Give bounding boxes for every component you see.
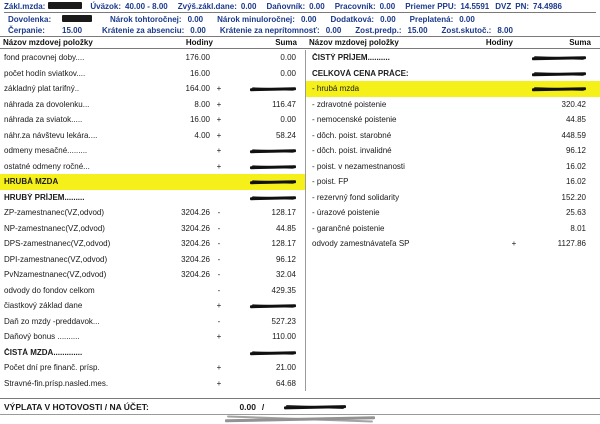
col-header-left-name: Názov mzdovej položky	[3, 38, 93, 47]
redacted-amount	[250, 163, 296, 171]
holiday-label: Dovolenka:	[8, 15, 52, 24]
base-salary-label: Zákl.mzda:	[4, 2, 46, 11]
additional-value: 0.00	[380, 15, 396, 24]
payout-cash-value: 0.00	[239, 401, 256, 412]
table-row[interactable]	[0, 190, 305, 206]
drawing-label: Čerpanie:	[8, 26, 45, 35]
payslip-header	[0, 0, 600, 35]
table-row[interactable]	[306, 174, 600, 190]
col-header-right-name: Názov mzdovej položky	[309, 38, 399, 47]
table-row[interactable]	[0, 159, 305, 175]
row-label: - hrubá mzda	[312, 84, 360, 94]
row-sum: 110.00	[272, 332, 296, 342]
row-label: odvody do fondov celkom	[4, 285, 95, 295]
row-label: HRUBÁ MZDA	[4, 177, 59, 187]
pn-value: 74.4986	[533, 2, 562, 11]
average-ppu-label: Priemer PPU:	[405, 2, 457, 11]
taxpayer-value: 0.00	[309, 2, 325, 11]
row-sum	[520, 69, 594, 78]
table-row[interactable]	[0, 252, 305, 268]
row-sign: +	[216, 378, 222, 388]
table-row[interactable]	[306, 143, 600, 159]
row-sign: -	[217, 223, 221, 233]
table-row[interactable]	[0, 112, 305, 128]
redacted-amount	[250, 85, 296, 93]
row-sign: -	[217, 270, 221, 280]
row-sum: 0.00	[280, 68, 296, 78]
col-header-left-sum: Suma	[275, 38, 297, 47]
row-sum: 527.23	[271, 316, 296, 326]
table-row[interactable]	[0, 66, 305, 82]
row-sign: +	[216, 301, 222, 311]
dvz-label: DVZ	[495, 2, 512, 11]
row-label: - garančné poistenie	[312, 223, 385, 233]
row-sign: +	[216, 130, 222, 140]
table-row[interactable]	[306, 81, 600, 97]
table-row[interactable]	[0, 345, 305, 361]
table-row[interactable]	[0, 376, 305, 392]
row-sum: 1127.86	[557, 239, 586, 249]
absence-reduction-label: Krátenie za absenciu:	[102, 26, 185, 35]
row-label: Daňový bonus ..........	[4, 332, 80, 342]
row-sum: 0.00	[280, 53, 296, 63]
row-sign: -	[217, 239, 221, 249]
row-label: CELKOVÁ CENA PRÁCE:	[312, 68, 409, 78]
row-sign: -	[217, 254, 221, 264]
col-header-left-hours: Hodiny	[185, 38, 213, 47]
table-row[interactable]	[0, 97, 305, 113]
row-sign: +	[511, 239, 517, 249]
row-label: Stravné-fin.prísp.nasled.mes.	[4, 378, 109, 388]
row-sum	[224, 348, 302, 357]
row-sign: +	[216, 146, 222, 156]
row-sum: 44.85	[275, 223, 296, 233]
redacted-amount	[250, 302, 296, 310]
taxpayer-label: Daňovník:	[266, 2, 306, 11]
table-row[interactable]	[306, 128, 600, 144]
row-label: - dôch. poist. invalidné	[312, 146, 392, 156]
row-hours: 4.00	[194, 130, 210, 140]
absence-reduction-value: 0.00	[190, 26, 206, 35]
workload-label: Úväzok:	[90, 2, 122, 11]
col-header-right-sum: Suma	[569, 38, 591, 47]
table-row[interactable]	[0, 81, 305, 97]
row-label: počet hodín sviatkov....	[4, 68, 86, 78]
payout-row	[0, 399, 600, 414]
redacted-amount	[250, 349, 296, 357]
payslip-body	[0, 49, 600, 391]
row-sum: 8.01	[570, 223, 586, 233]
table-row[interactable]	[306, 221, 600, 237]
paid-out-value: 0.00	[459, 15, 475, 24]
row-hours: 3204.26	[181, 254, 210, 264]
row-label: ostatné odmeny ročné...	[4, 161, 90, 171]
row-sum: 152.20	[561, 192, 586, 202]
row-sum	[224, 193, 302, 202]
row-sum: 128.17	[271, 239, 296, 249]
table-row[interactable]	[0, 283, 305, 299]
row-sum: 128.17	[271, 208, 296, 218]
row-sum	[520, 84, 594, 93]
row-hours: 16.00	[189, 115, 210, 125]
redacted-amount	[250, 178, 296, 186]
row-sign: -	[217, 285, 221, 295]
row-sign: +	[216, 84, 222, 94]
header-line-1	[4, 1, 596, 11]
table-row[interactable]	[0, 205, 305, 221]
row-label: - úrazové poistenie	[312, 208, 380, 218]
entitlement-previous-label: Nárok minuloročnej:	[217, 15, 295, 24]
row-label: ČISTÝ PRÍJEM..........	[312, 53, 390, 63]
table-row[interactable]	[0, 143, 305, 159]
table-row[interactable]	[306, 50, 600, 66]
row-label: náhrada za sviatok.....	[4, 115, 83, 125]
row-sign: +	[216, 363, 222, 373]
row-label: ZP-zamestnanec(VZ,odvod)	[4, 208, 105, 218]
row-sum: 25.63	[565, 208, 586, 218]
right-items-column	[306, 50, 600, 391]
redacted-amount	[532, 70, 586, 78]
average-ppu-value: 14.5591	[460, 2, 490, 11]
table-column-headers	[0, 36, 600, 49]
table-row[interactable]	[306, 236, 600, 252]
row-label: PvNzamestnanec(VZ,odvod)	[4, 270, 107, 280]
row-hours: 3204.26	[181, 270, 210, 280]
row-hours: 3204.26	[181, 208, 210, 218]
row-sign: -	[217, 316, 221, 326]
row-sign: +	[216, 332, 222, 342]
table-row[interactable]	[306, 97, 600, 113]
row-hours: 164.00	[185, 84, 210, 94]
row-sum: 21.00	[275, 363, 296, 373]
row-label: - dôch. poist. starobné	[312, 130, 392, 140]
tax-increase-value: 0.00	[240, 2, 257, 11]
table-row[interactable]	[306, 112, 600, 128]
remaining-actual-value: 8.00	[497, 26, 513, 35]
row-sum	[224, 162, 302, 171]
row-sign: +	[216, 115, 222, 125]
row-label: odvody zamestnávateľa SP	[312, 239, 410, 249]
additional-label: Dodatková:	[330, 15, 375, 24]
drawing-value: 15.00	[62, 26, 83, 35]
row-hours: 8.00	[194, 99, 210, 109]
row-label: NP-zamestnanec(VZ,odvod)	[4, 223, 105, 233]
row-sum: 116.47	[272, 99, 296, 109]
row-label: - zdravotné poistenie	[312, 99, 387, 109]
table-row[interactable]	[0, 267, 305, 283]
base-salary-redacted	[48, 2, 82, 9]
row-sum	[224, 177, 302, 186]
remaining-planned-value: 15.00	[407, 26, 428, 35]
redacted-amount	[250, 147, 296, 155]
row-sum: 320.42	[561, 99, 586, 109]
row-sum	[224, 84, 302, 93]
footer-note-redacted	[225, 416, 375, 421]
row-sum	[520, 53, 594, 62]
row-label: - poist. FP	[312, 177, 349, 187]
entitlement-current-value: 0.00	[187, 15, 204, 24]
row-sum: 58.24	[275, 130, 296, 140]
row-sign: -	[217, 208, 221, 218]
col-header-right-hours: Hodiny	[485, 38, 513, 47]
remaining-actual-label: Zost.skutoč.:	[441, 26, 492, 35]
row-sign: +	[216, 161, 222, 171]
row-sum: 0.00	[280, 115, 296, 125]
tax-increase-label: Zvýš.zákl.dane:	[177, 2, 237, 11]
row-sum: 429.35	[271, 285, 296, 295]
row-label: ČISTÁ MZDA.............	[4, 347, 83, 357]
table-row[interactable]	[0, 329, 305, 345]
left-items-column	[0, 50, 306, 391]
row-label: základný plat tarifný..	[4, 84, 80, 94]
table-row[interactable]	[306, 190, 600, 206]
nonattendance-reduction-value: 0.00	[325, 26, 342, 35]
row-sum: 16.02	[565, 177, 586, 187]
row-sum: 448.59	[561, 130, 586, 140]
row-label: Daň zo mzdy -preddavok...	[4, 316, 100, 326]
footer-note	[0, 414, 600, 424]
row-label: náhr.za návštevu lekára....	[4, 130, 98, 140]
redacted-amount	[532, 85, 586, 93]
entitlement-current-label: Nárok tohtoročnej:	[110, 15, 182, 24]
row-sign: +	[216, 99, 222, 109]
table-row[interactable]	[0, 236, 305, 252]
payslip-footer	[0, 398, 600, 424]
paid-out-label: Preplatená:	[409, 15, 454, 24]
table-row[interactable]	[306, 66, 600, 82]
table-row[interactable]	[0, 50, 305, 66]
row-label: - nemocenské poistenie	[312, 115, 397, 125]
row-label: fond pracovnej doby....	[4, 53, 85, 63]
row-hours: 16.00	[189, 68, 210, 78]
row-label: čiastkový základ dane	[4, 301, 83, 311]
nonattendance-reduction-label: Krátenie za neprítomnosť:	[219, 26, 320, 35]
worker-value: 0.00	[379, 2, 396, 11]
row-hours: 3204.26	[181, 239, 210, 249]
workload-value: 40.00 - 8.00	[125, 2, 168, 11]
holiday-redacted	[62, 15, 92, 22]
row-label: odmeny mesačné.........	[4, 146, 88, 156]
row-label: - poist. v nezamestnanosti	[312, 161, 405, 171]
payout-separator: /	[261, 401, 265, 412]
remaining-planned-label: Zost.predp.:	[355, 26, 402, 35]
redacted-amount	[532, 54, 586, 62]
table-row[interactable]	[306, 159, 600, 175]
row-sum: 96.12	[275, 254, 296, 264]
payout-account-value	[270, 402, 404, 412]
payout-label: VÝPLATA V HOTOVOSTI / NA ÚČET:	[4, 401, 149, 412]
header-line-3	[4, 24, 596, 35]
table-row[interactable]	[0, 360, 305, 376]
table-row[interactable]	[0, 174, 305, 190]
table-row[interactable]	[0, 314, 305, 330]
row-sum: 96.12	[565, 146, 586, 156]
worker-label: Pracovník:	[334, 2, 376, 11]
row-sum: 44.85	[565, 115, 586, 125]
entitlement-previous-value: 0.00	[300, 15, 317, 24]
row-hours: 176.00	[185, 53, 210, 63]
row-sum: 32.04	[275, 270, 296, 280]
row-label: - rezervný fond solidarity	[312, 192, 400, 202]
row-sum	[224, 301, 302, 310]
pn-label: PN:	[515, 2, 530, 11]
header-line-2	[4, 13, 596, 24]
row-label: HRUBÝ PRÍJEM.........	[4, 192, 85, 202]
row-hours: 3204.26	[181, 223, 210, 233]
table-row[interactable]	[0, 298, 305, 314]
table-row[interactable]	[306, 205, 600, 221]
row-label: náhrada za dovolenku...	[4, 99, 90, 109]
payout-account-redacted	[284, 403, 346, 411]
table-row[interactable]	[0, 128, 305, 144]
table-row[interactable]	[0, 221, 305, 237]
row-label: DPI-zamestnanec(VZ,odvod)	[4, 254, 108, 264]
row-label: DPS-zamestnanec(VZ,odvod)	[4, 239, 111, 249]
row-sum	[224, 146, 302, 155]
redacted-amount	[250, 194, 296, 202]
row-label: Počet dní pre finanč. prísp.	[4, 363, 100, 373]
row-sum: 16.02	[565, 161, 586, 171]
row-sum: 64.68	[275, 378, 296, 388]
